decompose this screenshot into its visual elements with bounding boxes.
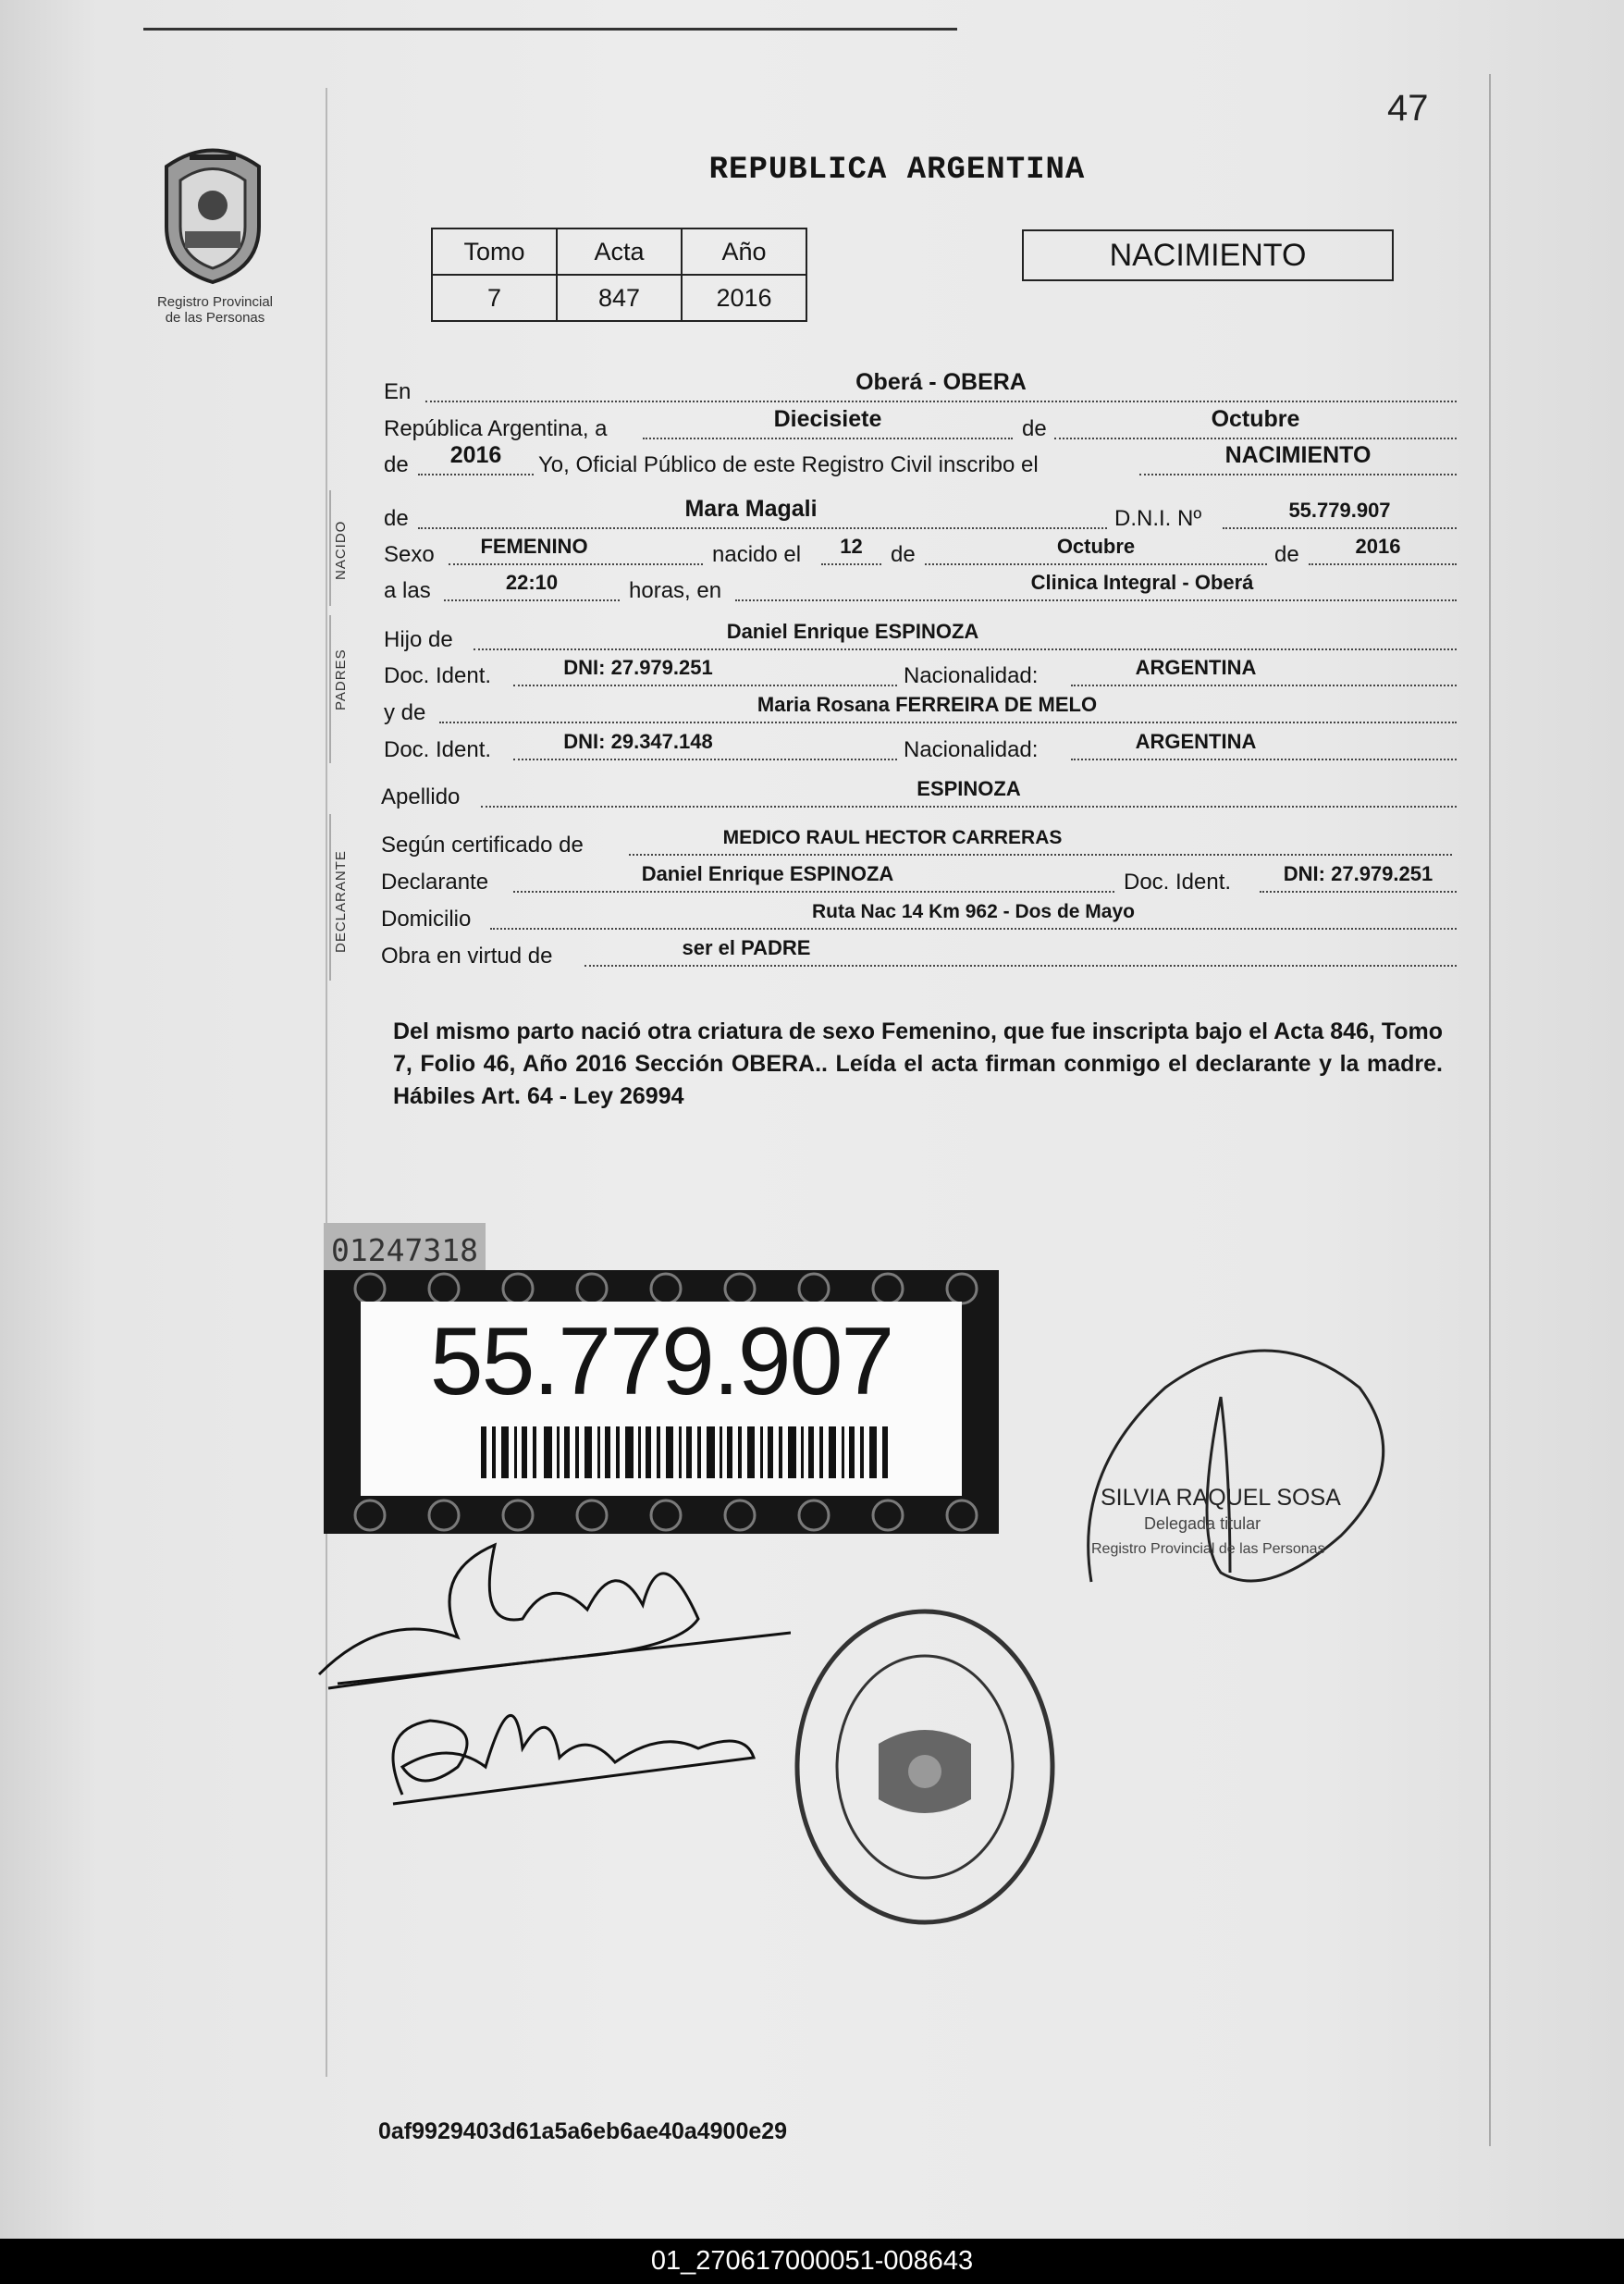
label-en: En (384, 379, 412, 404)
dotted-line (513, 759, 897, 760)
label-oficial: Yo, Oficial Público de este Registro Civil inscribo el (538, 452, 1039, 477)
dotted-line (425, 401, 1457, 402)
emblem-caption-line2: de las Personas (165, 310, 265, 326)
register-value-tomo: 7 (432, 275, 557, 321)
document-heading: REPUBLICA ARGENTINA (708, 153, 1086, 188)
value-birth-year: 2016 (1355, 535, 1401, 558)
row-mother-doc (0, 728, 1624, 765)
value-birth-day: 12 (840, 535, 863, 558)
record-type-box: NACIMIENTO (1022, 229, 1394, 281)
emblem-caption (125, 294, 305, 326)
barcode (481, 1426, 888, 1478)
top-rule (143, 28, 957, 31)
section-label-padres: PADRES (333, 648, 349, 711)
province-emblem (148, 139, 277, 287)
label-de-birth-year: de (1274, 542, 1299, 567)
notes-paragraph: Del mismo parto nació otra criatura de sexo Femenino, que fue inscripta bajo el Acta 846, Tomo 7, Folio 46, Año 2016 Sección OBERA.. Leída el acta firman conmigo el declarante y la madre. Hábiles Art. 64 - Ley 26994 (393, 1019, 1444, 1109)
dotted-line (1260, 891, 1457, 893)
serial-sticker: 01247318 (324, 1223, 486, 1278)
label-nacionalidad: Nacionalidad: (904, 663, 1039, 688)
value-mother-doc: DNI: 29.347.148 (563, 730, 713, 753)
label-apellido: Apellido (381, 784, 461, 809)
dotted-line (481, 806, 1457, 808)
dotted-line (444, 599, 620, 601)
register-table (431, 228, 807, 322)
page-number: 47 (1387, 88, 1429, 129)
value-mother-name: Maria Rosana FERREIRA DE MELO (757, 693, 1098, 716)
label-hijo-de: Hijo de (384, 627, 453, 652)
delegate-signature (1082, 1323, 1396, 1619)
label-sexo: Sexo (384, 542, 435, 567)
id-number: 55.779.907 (429, 1308, 893, 1415)
label-dni: D.N.I. Nº (1114, 506, 1202, 531)
row-place (0, 370, 1624, 407)
section-label-declarante: DECLARANTE (333, 850, 349, 954)
id-label-panel (361, 1302, 962, 1496)
value-month: Octubre (1211, 406, 1300, 432)
value-certificate: MEDICO RAUL HECTOR CARRERAS (722, 827, 1063, 848)
handwritten-signatures (310, 1517, 791, 1850)
dotted-line (735, 599, 1457, 601)
row-capacity (0, 934, 1624, 971)
label-nacionalidad-mother: Nacionalidad: (904, 737, 1039, 762)
dotted-line (1139, 474, 1457, 475)
delegate-organization: Registro Provincial de las Personas (1091, 1541, 1325, 1557)
label-domicilio: Domicilio (381, 907, 472, 932)
value-sex: FEMENINO (480, 535, 588, 558)
value-place: Oberá - OBERA (855, 369, 1027, 395)
label-a-las: a las (384, 578, 431, 603)
value-address: Ruta Nac 14 Km 962 - Dos de Mayo (812, 901, 1135, 922)
dotted-line (1054, 438, 1457, 439)
label-obra: Obra en virtud de (381, 944, 553, 969)
section-label-nacido: NACIDO (333, 520, 349, 581)
label-de-name: de (384, 506, 409, 531)
dotted-line (1309, 563, 1457, 565)
row-date (0, 407, 1624, 444)
row-surname (0, 775, 1624, 812)
value-father-doc: DNI: 27.979.251 (563, 656, 713, 679)
official-seal (791, 1605, 1059, 1929)
row-year (0, 443, 1624, 480)
document-hash: 0af9929403d61a5a6eb6ae40a4900e29 (378, 2118, 788, 2144)
label-doc-ident: Doc. Ident. (384, 663, 492, 688)
dotted-line (1223, 527, 1457, 529)
dotted-line (1071, 685, 1457, 686)
value-surname: ESPINOZA (917, 777, 1021, 800)
row-address (0, 897, 1624, 934)
dotted-line (925, 563, 1267, 565)
label-y-de: y de (384, 700, 426, 725)
dotted-line (629, 854, 1452, 856)
value-birth-place: Clinica Integral - Oberá (1030, 571, 1254, 594)
dotted-line (643, 438, 1013, 439)
dotted-line (1071, 759, 1457, 760)
value-father-name: Daniel Enrique ESPINOZA (726, 620, 979, 643)
label-de-month: de (891, 542, 916, 567)
emblem-caption-line1: Registro Provincial (156, 294, 274, 310)
row-declarant (0, 860, 1624, 897)
row-certificate (0, 823, 1624, 860)
delegate-title: Delegada titular (1144, 1514, 1261, 1533)
dotted-line (418, 474, 534, 475)
dotted-line (513, 891, 1114, 893)
value-child-dni: 55.779.907 (1288, 499, 1391, 522)
value-act: NACIMIENTO (1224, 442, 1372, 468)
delegate-name: SILVIA RAQUEL SOSA (1101, 1485, 1341, 1511)
register-header-row (432, 228, 806, 275)
label-declarante: Declarante (381, 870, 489, 895)
dotted-line (474, 648, 1457, 650)
register-value-anio: 2016 (682, 275, 806, 321)
label-doc-ident-mother: Doc. Ident. (384, 737, 492, 762)
register-value-acta: 847 (557, 275, 682, 321)
value-birth-month: Octubre (1056, 535, 1136, 558)
dotted-line (821, 563, 881, 565)
value-mother-nationality: ARGENTINA (1135, 730, 1257, 753)
row-mother (0, 691, 1624, 728)
dotted-line (418, 527, 1107, 529)
value-year: 2016 (449, 442, 502, 468)
register-header-tomo: Tomo (432, 228, 557, 275)
row-father-doc (0, 654, 1624, 691)
label-doc-ident-declarant: Doc. Ident. (1124, 870, 1232, 895)
label-republica: República Argentina, a (384, 416, 608, 441)
register-value-row (432, 275, 806, 321)
dotted-line (449, 563, 703, 565)
dotted-line (439, 722, 1457, 723)
row-father (0, 618, 1624, 655)
label-segun: Según certificado de (381, 833, 584, 858)
row-time-place (0, 569, 1624, 606)
value-day: Diecisiete (773, 406, 882, 432)
dotted-line (490, 928, 1457, 930)
dotted-line (584, 965, 1457, 967)
label-horas-en: horas, en (629, 578, 722, 603)
dotted-line (513, 685, 897, 686)
value-child-name: Mara Magali (684, 496, 818, 522)
value-capacity: ser el PADRE (682, 936, 811, 959)
label-nacido-el: nacido el (712, 542, 802, 567)
id-label-sticker (324, 1270, 999, 1534)
row-sex-birth (0, 533, 1624, 570)
register-header-anio: Año (682, 228, 806, 275)
footer-identifier: 01_270617000051-008643 (0, 2239, 1624, 2284)
register-header-acta: Acta (557, 228, 682, 275)
value-time: 22:10 (505, 571, 559, 594)
value-declarant: Daniel Enrique ESPINOZA (641, 862, 894, 885)
label-de: de (1022, 416, 1047, 441)
row-child-name (0, 497, 1624, 534)
value-declarant-doc: DNI: 27.979.251 (1283, 862, 1433, 885)
value-father-nationality: ARGENTINA (1135, 656, 1257, 679)
label-de-year: de (384, 452, 409, 477)
